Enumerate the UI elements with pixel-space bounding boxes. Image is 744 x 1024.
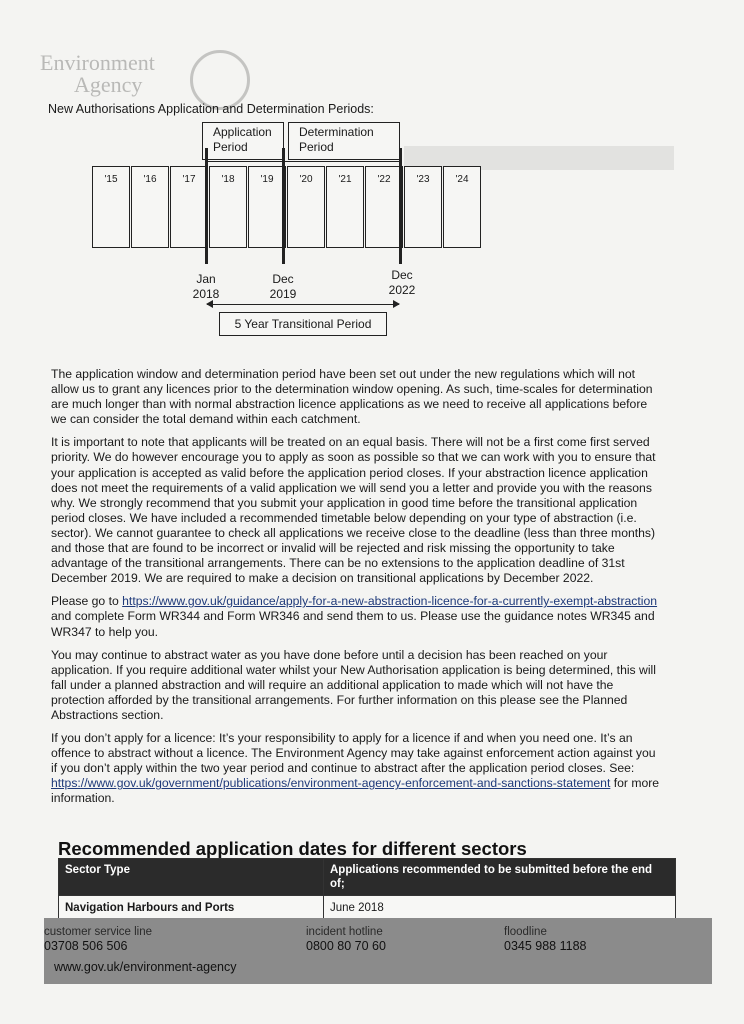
application-period-label: Application Period: [213, 125, 272, 154]
timeline-heading: New Authorisations Application and Determination Periods:: [48, 102, 374, 116]
customer-service: [44, 926, 152, 953]
paragraph-continue-abstract: You may continue to abstract water as you have done before until a decision has been reached on your application. If you require additional water whilst your New Authorisation application is being determined, this will fall under a planned abstraction and will require an additional application to made which will not have the protection afforded by the transitional arrangements. For further information on this please see the Planned Abstractions section.: [51, 647, 656, 722]
apply-guidance-link[interactable]: https://www.gov.uk/guidance/apply-for-a-new-abstraction-licence-for-a-currently-exempt-abstraction: [122, 594, 658, 609]
jan-2018-marker: [205, 148, 208, 264]
transitional-period-box: [219, 312, 387, 336]
floodline-label: floodline: [504, 926, 547, 938]
determination-arrow: [285, 161, 399, 162]
year-label: '20: [299, 174, 313, 185]
body-text: [51, 367, 661, 807]
incident-hotline-number: 0800 80 70 60: [306, 939, 386, 953]
contact-footer: [44, 918, 712, 984]
determination-period-label: Determination Period: [299, 125, 374, 154]
incident-hotline: [306, 926, 386, 953]
arrow-head-right: [393, 300, 400, 308]
floodline: [504, 926, 587, 953]
transitional-period-label: 5 Year Transitional Period: [234, 317, 372, 331]
header-recommended-date: Applications recommended to be submitted before the end of;: [324, 859, 676, 896]
year-label: '22: [377, 174, 391, 185]
dec-2019-marker: [282, 148, 285, 264]
timeline-diagram: [0, 0, 744, 340]
incident-hotline-label: incident hotline: [306, 926, 383, 938]
marker-label-dec-2022: Dec 2022: [388, 268, 416, 297]
arrow-head-left: [206, 300, 213, 308]
floodline-number: 0345 988 1188: [504, 939, 587, 953]
application-arrow: [208, 161, 282, 162]
logo-line-2: Agency: [74, 72, 143, 97]
sector-table-title: Recommended application dates for different sectors: [58, 838, 527, 859]
paragraph-dont-apply: If you don’t apply for a licence: It’s your responsibility to apply for a licence if and when you need one. It’s an offence to abstract without a licence. The Environment Agency may take against enforcement action against you if you don’t apply within the two year period and continue to abstract after the application period closes. See: https://www.gov.uk/government/publications/environment-agency-enforcement-and-sanctions-statement for more information.: [51, 731, 660, 806]
year-label: '15: [104, 174, 118, 185]
enforcement-statement-link[interactable]: https://www.gov.uk/government/publications/environment-agency-enforcement-and-sanctions-statement: [51, 776, 611, 791]
header-sector-type: Sector Type: [59, 859, 324, 896]
year-label: '17: [182, 174, 196, 185]
transitional-arrow: [207, 304, 399, 305]
year-label: '19: [260, 174, 274, 185]
year-label: '24: [455, 174, 469, 185]
paragraph-apply-link: Please go to https://www.gov.uk/guidance/apply-for-a-new-abstraction-licence-for-a-currently-exempt-abstraction and complete Form WR344 and Form WR346 and send them to us. Please use the guidance notes WR345 and WR347 to help you.: [51, 594, 658, 639]
agency-website: www.gov.uk/environment-agency: [54, 960, 237, 974]
table-row: [59, 896, 676, 921]
marker-label-jan-2018: Jan 2018: [192, 272, 220, 301]
sector-date-cell: June 2018: [324, 896, 676, 921]
marker-label-dec-2019: Dec 2019: [269, 272, 297, 301]
sector-name-cell: Navigation Harbours and Ports: [59, 896, 324, 921]
application-period-box: [202, 122, 284, 160]
year-label: '18: [221, 174, 235, 185]
year-label: '23: [416, 174, 430, 185]
paragraph-equal-basis: It is important to note that applicants will be treated on an equal basis. There will not be a first come first served priority. We do however encourage you to apply as soon as possible so that we can work with you to ensure that your application is accepted as valid before the application period closes. If your abstraction licence application does not meet the requirements of a valid application we will send you a letter and provide you with the reasons why. We strongly recommend that you submit your application in good time before the transitional application period closes. We have included a recommended timetable below depending on your type of abstraction (i.e. sector). We cannot guarantee to check all applications we receive close to the deadline (less than three months) and those that are found to be incorrect or invalid will be rejected and risk missing the opportunity to take advantage of the transitional arrangements. There can be no extensions to the application deadline of 31st December 2019. We are required to make a decision on transitional applications by December 2022.: [51, 435, 656, 586]
logo-line-1: Environment: [40, 50, 155, 75]
year-label: '16: [143, 174, 157, 185]
customer-service-label: customer service line: [44, 926, 153, 938]
table-header-row: [59, 859, 676, 896]
dec-2022-marker: [399, 148, 402, 264]
customer-service-number: 03708 506 506: [44, 939, 128, 953]
sector-table: [58, 858, 676, 921]
year-label: '21: [338, 174, 352, 185]
paragraph-application-window: The application window and determination period have been set out under the new regulations which will not allow us to grant any licences prior to the determination window opening. As such, time-scales for determination are much longer than with normal abstraction licence applications as we need to receive all applications before we can consider the total demand within each catchment.: [51, 367, 653, 427]
determination-period-box: [288, 122, 400, 160]
